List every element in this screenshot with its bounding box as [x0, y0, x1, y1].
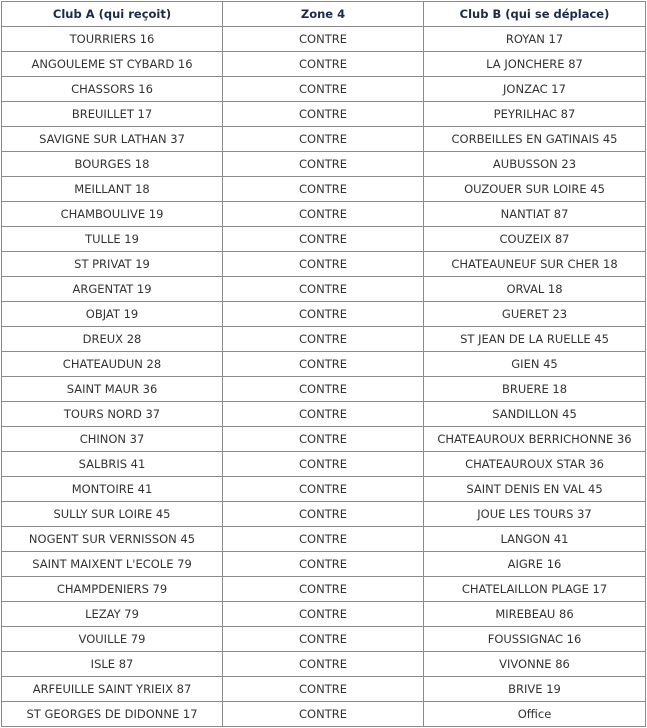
versus-cell: CONTRE: [223, 77, 424, 102]
versus-cell: CONTRE: [223, 102, 424, 127]
versus-cell: CONTRE: [223, 52, 424, 77]
table-row: [2, 252, 646, 277]
club-a-cell: CHINON 37: [2, 427, 223, 452]
club-b-cell: ROYAN 17: [424, 27, 646, 52]
club-b-cell: CHATEAUNEUF SUR CHER 18: [424, 252, 646, 277]
table-row: [2, 102, 646, 127]
club-a-cell: SAINT MAUR 36: [2, 377, 223, 402]
versus-cell: CONTRE: [223, 277, 424, 302]
table-row: [2, 127, 646, 152]
versus-cell: CONTRE: [223, 652, 424, 677]
table-row: [2, 702, 646, 727]
club-b-cell: ST JEAN DE LA RUELLE 45: [424, 327, 646, 352]
table-row: [2, 477, 646, 502]
versus-cell: CONTRE: [223, 302, 424, 327]
versus-cell: CONTRE: [223, 377, 424, 402]
versus-cell: CONTRE: [223, 477, 424, 502]
versus-cell: CONTRE: [223, 577, 424, 602]
club-a-cell: VOUILLE 79: [2, 627, 223, 652]
club-a-cell: NOGENT SUR VERNISSON 45: [2, 527, 223, 552]
club-b-cell: MIREBEAU 86: [424, 602, 646, 627]
table-row: [2, 552, 646, 577]
table-row: [2, 402, 646, 427]
versus-cell: CONTRE: [223, 402, 424, 427]
table-row: [2, 602, 646, 627]
versus-cell: CONTRE: [223, 27, 424, 52]
versus-cell: CONTRE: [223, 602, 424, 627]
header-zone: Zone 4: [223, 2, 424, 27]
club-b-cell: CHATEAUROUX BERRICHONNE 36: [424, 427, 646, 452]
club-a-cell: CHAMPDENIERS 79: [2, 577, 223, 602]
club-a-cell: CHATEAUDUN 28: [2, 352, 223, 377]
table-row: [2, 452, 646, 477]
club-b-cell: CHATEAUROUX STAR 36: [424, 452, 646, 477]
club-a-cell: BOURGES 18: [2, 152, 223, 177]
table-row: [2, 377, 646, 402]
versus-cell: CONTRE: [223, 252, 424, 277]
club-b-cell: BRIVE 19: [424, 677, 646, 702]
club-b-cell: SAINT DENIS EN VAL 45: [424, 477, 646, 502]
club-b-cell: JOUE LES TOURS 37: [424, 502, 646, 527]
club-a-cell: ST PRIVAT 19: [2, 252, 223, 277]
club-b-cell: COUZEIX 87: [424, 227, 646, 252]
versus-cell: CONTRE: [223, 227, 424, 252]
club-b-cell: GIEN 45: [424, 352, 646, 377]
table-row: [2, 502, 646, 527]
versus-cell: CONTRE: [223, 627, 424, 652]
versus-cell: CONTRE: [223, 127, 424, 152]
table-row: [2, 277, 646, 302]
table-row: [2, 202, 646, 227]
club-a-cell: SAINT MAIXENT L'ECOLE 79: [2, 552, 223, 577]
club-a-cell: TULLE 19: [2, 227, 223, 252]
table-row: [2, 27, 646, 52]
club-a-cell: ST GEORGES DE DIDONNE 17: [2, 702, 223, 727]
club-b-cell: AIGRE 16: [424, 552, 646, 577]
club-b-cell: ORVAL 18: [424, 277, 646, 302]
club-b-cell: FOUSSIGNAC 16: [424, 627, 646, 652]
table-row: [2, 577, 646, 602]
club-b-cell: BRUERE 18: [424, 377, 646, 402]
club-b-cell: Office: [424, 702, 646, 727]
club-b-cell: CORBEILLES EN GATINAIS 45: [424, 127, 646, 152]
club-a-cell: ANGOULEME ST CYBARD 16: [2, 52, 223, 77]
table-row: [2, 327, 646, 352]
versus-cell: CONTRE: [223, 427, 424, 452]
versus-cell: CONTRE: [223, 202, 424, 227]
table-row: [2, 152, 646, 177]
club-b-cell: PEYRILHAC 87: [424, 102, 646, 127]
club-b-cell: NANTIAT 87: [424, 202, 646, 227]
header-club-a: Club A (qui reçoit): [2, 2, 223, 27]
table-row: [2, 627, 646, 652]
table-row: [2, 177, 646, 202]
club-a-cell: CHAMBOULIVE 19: [2, 202, 223, 227]
club-a-cell: SULLY SUR LOIRE 45: [2, 502, 223, 527]
table-body: [2, 27, 646, 727]
table-row: [2, 527, 646, 552]
versus-cell: CONTRE: [223, 502, 424, 527]
table-row: [2, 227, 646, 252]
versus-cell: CONTRE: [223, 677, 424, 702]
club-a-cell: CHASSORS 16: [2, 77, 223, 102]
fixtures-table: [1, 1, 646, 727]
club-b-cell: JONZAC 17: [424, 77, 646, 102]
club-a-cell: MONTOIRE 41: [2, 477, 223, 502]
club-b-cell: LANGON 41: [424, 527, 646, 552]
table-row: [2, 302, 646, 327]
club-a-cell: BREUILLET 17: [2, 102, 223, 127]
club-a-cell: MEILLANT 18: [2, 177, 223, 202]
club-a-cell: ARGENTAT 19: [2, 277, 223, 302]
club-b-cell: AUBUSSON 23: [424, 152, 646, 177]
table-row: [2, 427, 646, 452]
versus-cell: CONTRE: [223, 552, 424, 577]
versus-cell: CONTRE: [223, 152, 424, 177]
club-a-cell: SAVIGNE SUR LATHAN 37: [2, 127, 223, 152]
club-b-cell: OUZOUER SUR LOIRE 45: [424, 177, 646, 202]
club-b-cell: VIVONNE 86: [424, 652, 646, 677]
versus-cell: CONTRE: [223, 177, 424, 202]
club-a-cell: OBJAT 19: [2, 302, 223, 327]
club-b-cell: GUERET 23: [424, 302, 646, 327]
table-row: [2, 77, 646, 102]
header-club-b: Club B (qui se déplace): [424, 2, 646, 27]
club-a-cell: LEZAY 79: [2, 602, 223, 627]
club-a-cell: ISLE 87: [2, 652, 223, 677]
club-a-cell: ARFEUILLE SAINT YRIEIX 87: [2, 677, 223, 702]
versus-cell: CONTRE: [223, 702, 424, 727]
club-a-cell: SALBRIS 41: [2, 452, 223, 477]
versus-cell: CONTRE: [223, 327, 424, 352]
club-b-cell: LA JONCHERE 87: [424, 52, 646, 77]
versus-cell: CONTRE: [223, 352, 424, 377]
club-a-cell: TOURS NORD 37: [2, 402, 223, 427]
table-row: [2, 677, 646, 702]
table-row: [2, 52, 646, 77]
table-row: [2, 652, 646, 677]
club-b-cell: CHATELAILLON PLAGE 17: [424, 577, 646, 602]
versus-cell: CONTRE: [223, 452, 424, 477]
header-row: [2, 2, 646, 27]
table-row: [2, 352, 646, 377]
versus-cell: CONTRE: [223, 527, 424, 552]
club-b-cell: SANDILLON 45: [424, 402, 646, 427]
club-a-cell: DREUX 28: [2, 327, 223, 352]
club-a-cell: TOURRIERS 16: [2, 27, 223, 52]
